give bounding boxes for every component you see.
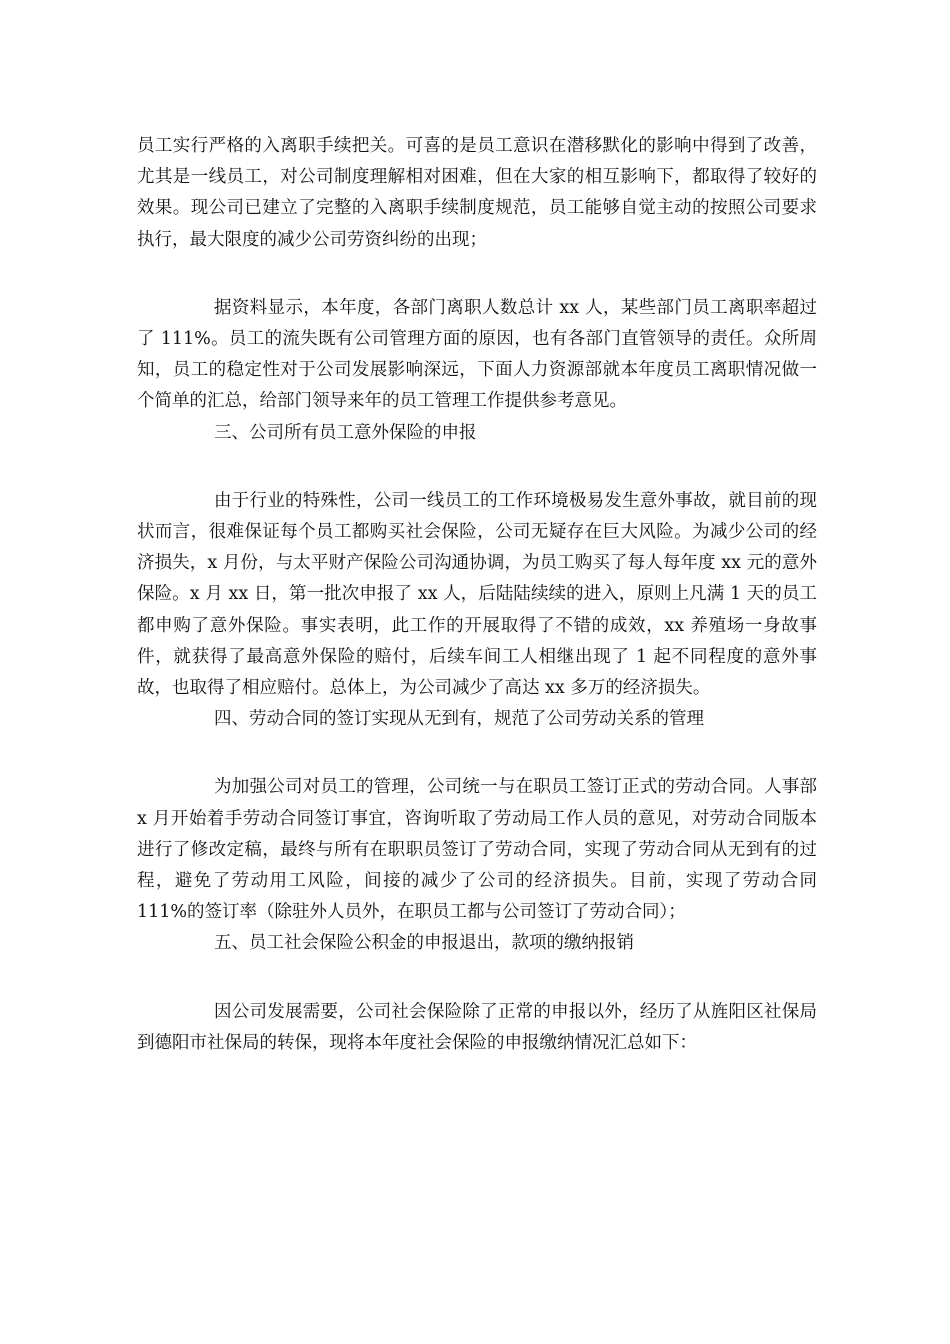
section-heading-labor-contracts: 四、劳动合同的签订实现从无到有，规范了公司劳动关系的管理: [214, 709, 704, 730]
paragraph-labor-contracts: 为加强公司对员工的管理，公司统一与在职员工签订正式的劳动合同。人事部 x 月开始着手劳动合同签订事宜，咨询听取了劳动局工作人员的意见，对劳动合同版本进行了修改定稿，最终与所有在职职员签订了劳动合同，实现了劳动合同从无到有的过程，避免了劳动用工风险，间接的减少了公司的经济损失。目前，实现了劳动合同 111%的签订率（除驻外人员外，在职员工都与公司签订了劳动合同）；: [137, 777, 817, 923]
section-heading-social-insurance: 五、员工社会保险公积金的申报退出，款项的缴纳报销: [214, 933, 634, 954]
document-body: [137, 131, 817, 1059]
paragraph-onboarding-offboarding: 员工实行严格的入离职手续把关。可喜的是员工意识在潜移默化的影响中得到了改善，尤其是一线员工，对公司制度理解相对困难，但在大家的相互影响下，都取得了较好的效果。现公司已建立了完整的入离职手续制度规范，员工能够自觉主动的按照公司要求执行，最大限度的减少公司劳资纠纷的出现；: [137, 136, 817, 250]
section-heading-accident-insurance: 三、公司所有员工意外保险的申报: [214, 422, 477, 443]
paragraph-accident-insurance: 由于行业的特殊性，公司一线员工的工作环境极易发生意外事故，就目前的现状而言，很难保证每个员工都购买社会保险，公司无疑存在巨大风险。为减少公司的经济损失，x 月份，与太平财产保险公司沟通协调，为员工购买了每人每年度 xx 元的意外保险。x 月 xx 日，第一批次申报了 xx 人，后陆陆续续的进入，原则上凡满 1 天的员工都申购了意外保险。事实表明，此工作的开展取得了不错的成效，xx 养殖场一身故事件，就获得了最高意外保险的赔付，后续车间工人相继出现了 1 起不同程度的意外事故，也取得了相应赔付。总体上，为公司减少了高达 xx 多万的经济损失。: [137, 490, 817, 699]
paragraph-turnover-statistics: 据资料显示，本年度，各部门离职人数总计 xx 人，某些部门员工离职率超过了 111%。员工的流失既有公司管理方面的原因，也有各部门直管领导的责任。众所周知，员工的稳定性对于公司发展影响深远，下面人力资源部就本年度员工离职情况做一个简单的汇总，给部门领导来年的员工管理工作提供参考意见。: [137, 297, 817, 412]
paragraph-social-insurance: 因公司发展需要，公司社会保险除了正常的申报以外，经历了从旌阳区社保局到德阳市社保局的转保，现将本年度社会保险的申报缴纳情况汇总如下：: [137, 1001, 817, 1053]
